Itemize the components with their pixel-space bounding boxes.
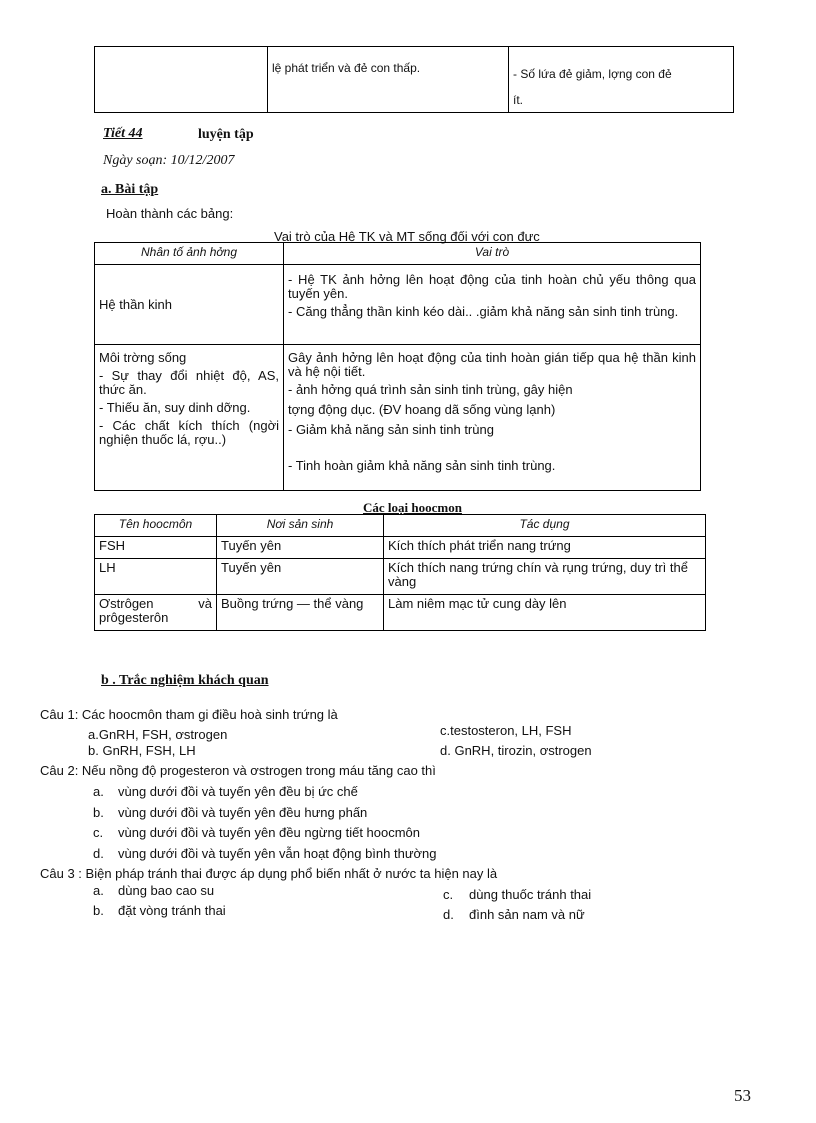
table2-header-source: Nơi sản sinh: [217, 515, 384, 537]
section-a-instruction: Hoàn thành các bảng:: [106, 206, 234, 221]
q2-option-letter-b: b.: [93, 805, 104, 820]
q2-option-letter-c: c.: [93, 825, 104, 840]
q3-option-d: đình sản nam và nữ: [469, 907, 585, 922]
top-table-cell-2: lệ phát triển và đẻ con thấp.: [268, 47, 509, 113]
table1-header-factor: Nhân tố ảnh hởng: [95, 243, 284, 265]
top-table: [94, 46, 734, 113]
table1: [94, 242, 701, 491]
q2-option-letter-d: d.: [93, 846, 104, 861]
page-number: 53: [734, 1086, 751, 1105]
q3-option-letter-a: a.: [93, 883, 104, 898]
q3-option-letter-d: d.: [443, 907, 454, 922]
table2-header-name: Tên hoocmôn: [95, 515, 217, 537]
q3-option-c: dùng thuốc tránh thai: [469, 887, 592, 902]
table2-row-name: Ơstrôgen và prôgesterôn: [95, 595, 217, 631]
top-table-cell-3: - Số lứa đẻ giảm, lợng con đẻ ít.: [509, 47, 734, 113]
table2-row-source: Buồng trứng — thể vàng: [217, 595, 384, 631]
q2-option-d: vùng dưới đồi và tuyến yên vẫn hoạt động bình thường: [118, 846, 437, 861]
q1-option-b: b. GnRH, FSH, LH: [88, 743, 196, 758]
q3-option-letter-b: b.: [93, 903, 104, 918]
table1-header-role: Vai trò: [284, 243, 701, 265]
table2-row-source: Tuyến yên: [217, 537, 384, 559]
table1-row2-factors: Môi trờng sống - Sự thay đổi nhiệt độ, AS, thức ăn. - Thiếu ăn, suy dinh dỡng. - Các chất kích thích (ngời nghiện thuốc lá, rợu..): [95, 345, 284, 491]
lesson-title: luyện tập: [198, 127, 254, 142]
table2-row-effect: Kích thích phát triển nang trứng: [384, 537, 706, 559]
table2-row-name: FSH: [95, 537, 217, 559]
table2-caption: Các loại hoocmon: [363, 500, 462, 515]
section-a-title: a. Bài tập: [101, 182, 159, 197]
table2-row-source: Tuyến yên: [217, 559, 384, 595]
q3-option-letter-c: c.: [443, 887, 454, 902]
q3-option-b: đặt vòng tránh thai: [118, 903, 226, 918]
table2-header-effect: Tác dụng: [384, 515, 706, 537]
q1-option-d: d. GnRH, tirozin, ơstrogen: [440, 743, 592, 758]
table1-row2-roles: Gây ảnh hởng lên hoạt động của tinh hoàn gián tiếp qua hệ thần kinh và hệ nội tiết. - ảnh hởng quá trình sản sinh tinh trùng, gây hiện tợng động dục. (ĐV hoang dã sống vùng lạnh) - Giảm khả năng sản sinh tinh trùng - Tinh hoàn giảm khả năng sản sinh tinh trùng.: [284, 345, 701, 491]
section-b-title: b . Trắc nghiệm khách quan: [101, 673, 269, 688]
table1-row1-factor: Hệ thần kinh: [95, 265, 284, 345]
question-3: Câu 3 : Biện pháp tránh thai được áp dụng phổ biến nhất ở nước ta hiện nay là: [40, 866, 498, 881]
q2-option-letter-a: a.: [93, 784, 104, 799]
question-2: Câu 2: Nếu nồng độ progesteron và ơstrogen trong máu tăng cao thì: [40, 763, 436, 778]
table2-row-name: LH: [95, 559, 217, 595]
q2-option-a: vùng dưới đồi và tuyến yên đều bị ức chế: [118, 784, 358, 799]
top-table-cell-1: [95, 47, 268, 113]
q2-option-c: vùng dưới đồi và tuyến yên đều ngừng tiết hoocmôn: [118, 825, 421, 840]
q1-option-a: a.GnRH, FSH, ơstrogen: [88, 727, 228, 742]
lesson-date: Ngày soạn: 10/12/2007: [103, 153, 235, 168]
q2-option-b: vùng dưới đồi và tuyến yên đều hưng phấn: [118, 805, 368, 820]
table2-row-effect: Làm niêm mạc tử cung dày lên: [384, 595, 706, 631]
table1-caption: Vai trò của Hệ TK và MT sống đối với con đực: [274, 229, 540, 244]
q3-option-a: dùng bao cao su: [118, 883, 215, 898]
lesson-number: Tiết 44: [103, 126, 143, 141]
table1-row1-roles: - Hệ TK ảnh hởng lên hoạt động của tinh hoàn chủ yếu thông qua tuyến yên. - Căng thẳng thần kinh kéo dài.. .giảm khả năng sản sinh tinh trùng.: [284, 265, 701, 345]
q1-option-c: c.testosteron, LH, FSH: [440, 723, 572, 738]
question-1: Câu 1: Các hoocmôn tham gi điều hoà sinh trứng là: [40, 707, 338, 722]
table2: [94, 514, 706, 631]
table2-row-effect: Kích thích nang trứng chín và rụng trứng, duy trì thể vàng: [384, 559, 706, 595]
